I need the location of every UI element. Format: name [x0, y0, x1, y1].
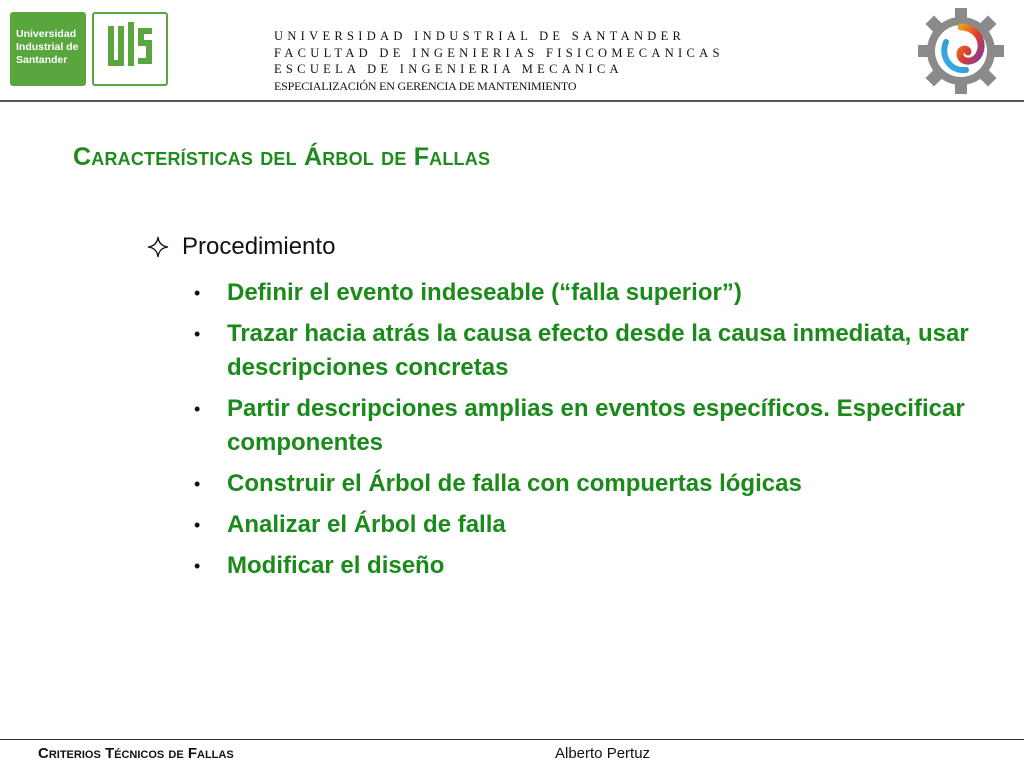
list-item-text: Trazar hacia atrás la causa efecto desde la causa inmediata, usar descripciones concretas	[227, 320, 969, 381]
slide-title: Características del Árbol de Fallas	[73, 143, 491, 171]
header-university: UNIVERSIDAD INDUSTRIAL DE SANTANDER	[274, 29, 686, 43]
logo-line: Santander	[16, 54, 68, 66]
four-point-star-icon	[146, 235, 170, 259]
uis-name-logo	[10, 12, 86, 86]
header-specialization: ESPECIALIZACIÓN EN GERENCIA DE MANTENIMIENTO	[274, 78, 577, 93]
list-item-text: Partir descripciones amplias en eventos específicos. Especificar componentes	[227, 395, 965, 456]
list-item	[194, 549, 994, 583]
bullet-dot: •	[194, 324, 201, 344]
subheading-text: Procedimiento	[182, 233, 336, 260]
footer-author: Alberto Pertuz	[555, 745, 651, 762]
uis-mark-icon	[94, 14, 166, 84]
list-item-text: Definir el evento indeseable (“falla superior”)	[227, 279, 742, 306]
gear-logo-icon	[916, 4, 1006, 96]
footer-course-title: Criterios Técnicos de Fallas	[38, 745, 234, 762]
bullet-dot: •	[194, 399, 201, 419]
list-item	[194, 392, 994, 460]
logo-line: Industrial de	[16, 41, 79, 53]
subheading	[146, 233, 335, 261]
bullet-dot: •	[194, 556, 201, 576]
list-item-text: Construir el Árbol de falla con compuertas lógicas	[227, 470, 802, 497]
bullet-dot: •	[194, 515, 201, 535]
logo-line: Universidad	[16, 28, 77, 40]
bullet-list	[194, 276, 994, 590]
footer-divider	[0, 739, 1024, 740]
list-item-text: Modificar el diseño	[227, 552, 445, 579]
list-item	[194, 317, 994, 385]
bullet-dot: •	[194, 283, 201, 303]
bullet-dot: •	[194, 474, 201, 494]
uis-mark-logo	[92, 12, 168, 86]
header-school: ESCUELA DE INGENIERIA MECANICA	[274, 62, 623, 76]
header-faculty: FACULTAD DE INGENIERIAS FISICOMECANICAS	[274, 45, 724, 60]
list-item	[194, 276, 994, 310]
list-item-text: Analizar el Árbol de falla	[227, 511, 506, 538]
header-institution-text	[274, 28, 724, 94]
list-item	[194, 508, 994, 542]
header-divider	[0, 100, 1024, 102]
list-item	[194, 467, 994, 501]
